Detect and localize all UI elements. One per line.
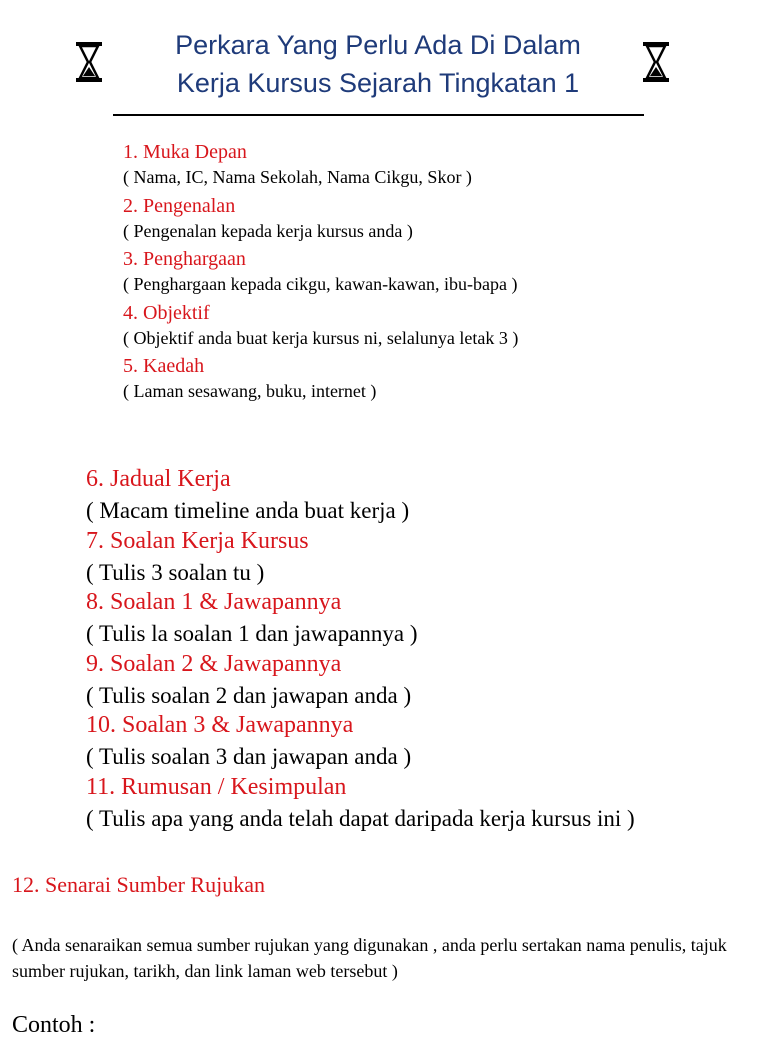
list-item	[123, 247, 683, 301]
section-12-note: ( Anda senaraikan semua sumber rujukan yang digunakan , anda perlu sertakan nama penulis, tajuk sumber rujukan, tarikh, dan link laman web tersebut )	[12, 935, 727, 981]
item-description: ( Tulis soalan 3 dan jawapan anda )	[86, 744, 412, 770]
item-heading: 5. Kaedah	[123, 355, 205, 377]
item-heading: 8. Soalan 1 & Jawapannya	[86, 589, 342, 616]
list-item	[123, 301, 683, 355]
item-heading: 10. Soalan 3 & Jawapannya	[86, 712, 354, 739]
title-divider	[113, 114, 644, 116]
list-item	[86, 587, 746, 649]
item-heading: 6. Jadual Kerja	[86, 466, 231, 492]
item-description: ( Objektif anda buat kerja kursus ni, selalunya letak 3 )	[123, 327, 519, 348]
item-heading: 2. Pengenalan	[123, 194, 236, 217]
item-description: ( Nama, IC, Nama Sekolah, Nama Cikgu, Skor )	[123, 167, 472, 187]
item-description: ( Tulis apa yang anda telah dapat daripada kerja kursus ini )	[86, 805, 635, 831]
list-item	[123, 140, 683, 194]
list-item	[86, 772, 746, 834]
item-description: ( Tulis la soalan 1 dan jawapannya )	[86, 621, 418, 647]
section-12-heading: 12. Senarai Sumber Rujukan	[12, 872, 265, 897]
item-description: ( Pengenalan kepada kerja kursus anda )	[123, 220, 413, 241]
title-line-1: Perkara Yang Perlu Ada Di Dalam	[175, 30, 581, 60]
checklist-part-2	[86, 464, 746, 834]
list-item	[123, 194, 683, 248]
item-description: ( Laman sesawang, buku, internet )	[123, 381, 377, 401]
item-heading: 9. Soalan 2 & Jawapannya	[86, 650, 342, 677]
checklist-part-1	[123, 140, 683, 408]
footer-cut-text: Contoh :	[12, 1012, 96, 1038]
item-heading: 7. Soalan Kerja Kursus	[86, 527, 309, 554]
item-heading: 4. Objektif	[123, 301, 210, 324]
list-item	[123, 354, 683, 408]
list-item	[86, 526, 746, 588]
page-title	[130, 26, 626, 102]
item-heading: 1. Muka Depan	[123, 141, 247, 163]
hourglass-icon	[74, 41, 104, 83]
list-item	[86, 649, 746, 711]
item-description: ( Tulis 3 soalan tu )	[86, 559, 265, 585]
list-item	[86, 464, 746, 526]
title-line-2: Kerja Kursus Sejarah Tingkatan 1	[176, 68, 580, 98]
list-item	[86, 710, 746, 772]
item-description: ( Macam timeline anda buat kerja )	[86, 498, 410, 523]
item-heading: 3. Penghargaan	[123, 248, 246, 270]
hourglass-icon	[641, 41, 671, 83]
item-description: ( Tulis soalan 2 dan jawapan anda )	[86, 682, 412, 708]
item-heading: 11. Rumusan / Kesimpulan	[86, 773, 347, 800]
item-description: ( Penghargaan kepada cikgu, kawan-kawan, ibu-bapa )	[123, 274, 518, 294]
